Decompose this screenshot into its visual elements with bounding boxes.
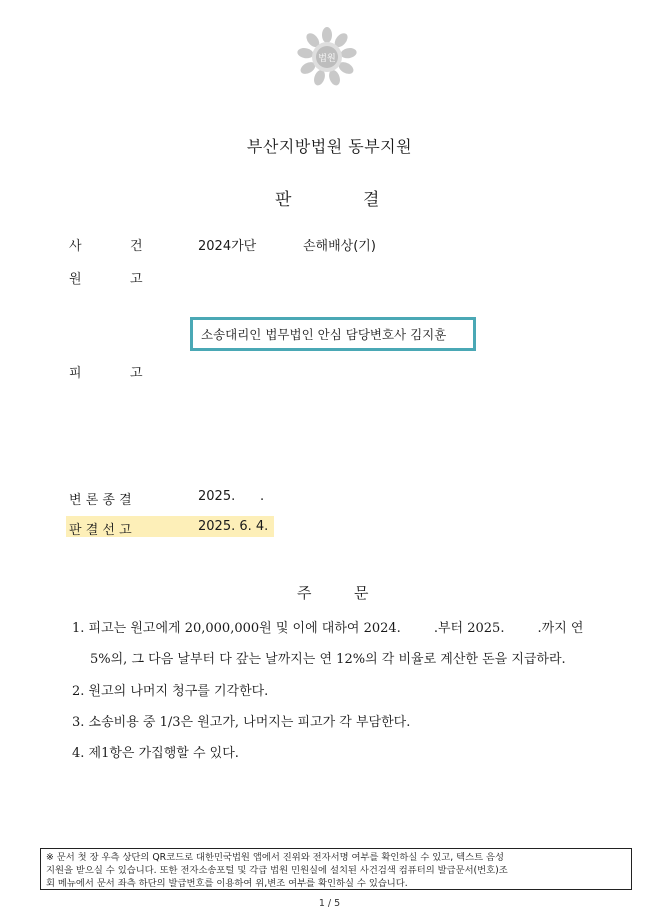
court-emblem-icon <box>296 26 358 88</box>
order-item-1-line2: 5%의, 그 다음 날부터 다 갚는 날까지는 연 12%의 각 비율로 계산한 돈을 지급하라. <box>90 652 566 667</box>
order-title-part1: 주 <box>297 584 312 602</box>
judgment-date-label: 판 결 선 고 <box>69 523 132 538</box>
representative-box <box>190 317 476 351</box>
defendant-label-2: 고 <box>130 366 143 381</box>
footer-notice <box>40 848 632 890</box>
footer-line-3: 회 메뉴에서 문서 좌측 하단의 발급번호를 이용하여 위,변조 여부를 확인하실 수 있습니다. <box>46 878 408 889</box>
case-label-1: 사 <box>69 239 82 254</box>
judgment-date: 2025. 6. 4. <box>198 519 269 534</box>
page-number: 1 / 5 <box>318 898 341 909</box>
court-name: 부산지방법원 동부지원 <box>246 137 413 156</box>
hearing-end-date: 2025. . <box>198 489 265 504</box>
case-name: 손해배상(기) <box>303 239 376 254</box>
order-item-1-line1: 1. 피고는 원고에게 20,000,000원 및 이에 대하여 2024. .부터 2025. .까지 연 <box>72 621 584 636</box>
order-item-2: 2. 원고의 나머지 청구를 기각한다. <box>72 684 269 699</box>
hearing-end-label: 변 론 종 결 <box>69 493 132 508</box>
footer-line-1: ※ 문서 첫 장 우측 상단의 QR코드로 대한민국법원 앱에서 진위와 전자서명 여부를 확인하실 수 있고, 텍스트 음성 <box>46 852 504 863</box>
order-item-4: 4. 제1항은 가집행할 수 있다. <box>72 746 239 761</box>
order-item-3: 3. 소송비용 중 1/3은 원고가, 나머지는 피고가 각 부담한다. <box>72 715 411 730</box>
defendant-label-1: 피 <box>69 366 82 381</box>
plaintiff-label-2: 고 <box>130 272 143 287</box>
doc-title-part2: 결 <box>363 190 380 210</box>
emblem-text: 법원 <box>318 54 336 64</box>
representative-text: 소송대리인 법무법인 안심 담당변호사 김지훈 <box>201 327 447 342</box>
case-number: 2024가단 <box>198 239 257 254</box>
plaintiff-label-1: 원 <box>69 272 82 287</box>
case-label-2: 건 <box>130 239 143 254</box>
doc-title-part1: 판 <box>275 190 292 210</box>
footer-line-2: 지원을 받으실 수 있습니다. 또한 전자소송포털 및 각급 법원 민원실에 설치된 사건검색 컴퓨터의 발급문서(번호)조 <box>46 865 508 876</box>
order-title-part2: 문 <box>354 584 369 602</box>
